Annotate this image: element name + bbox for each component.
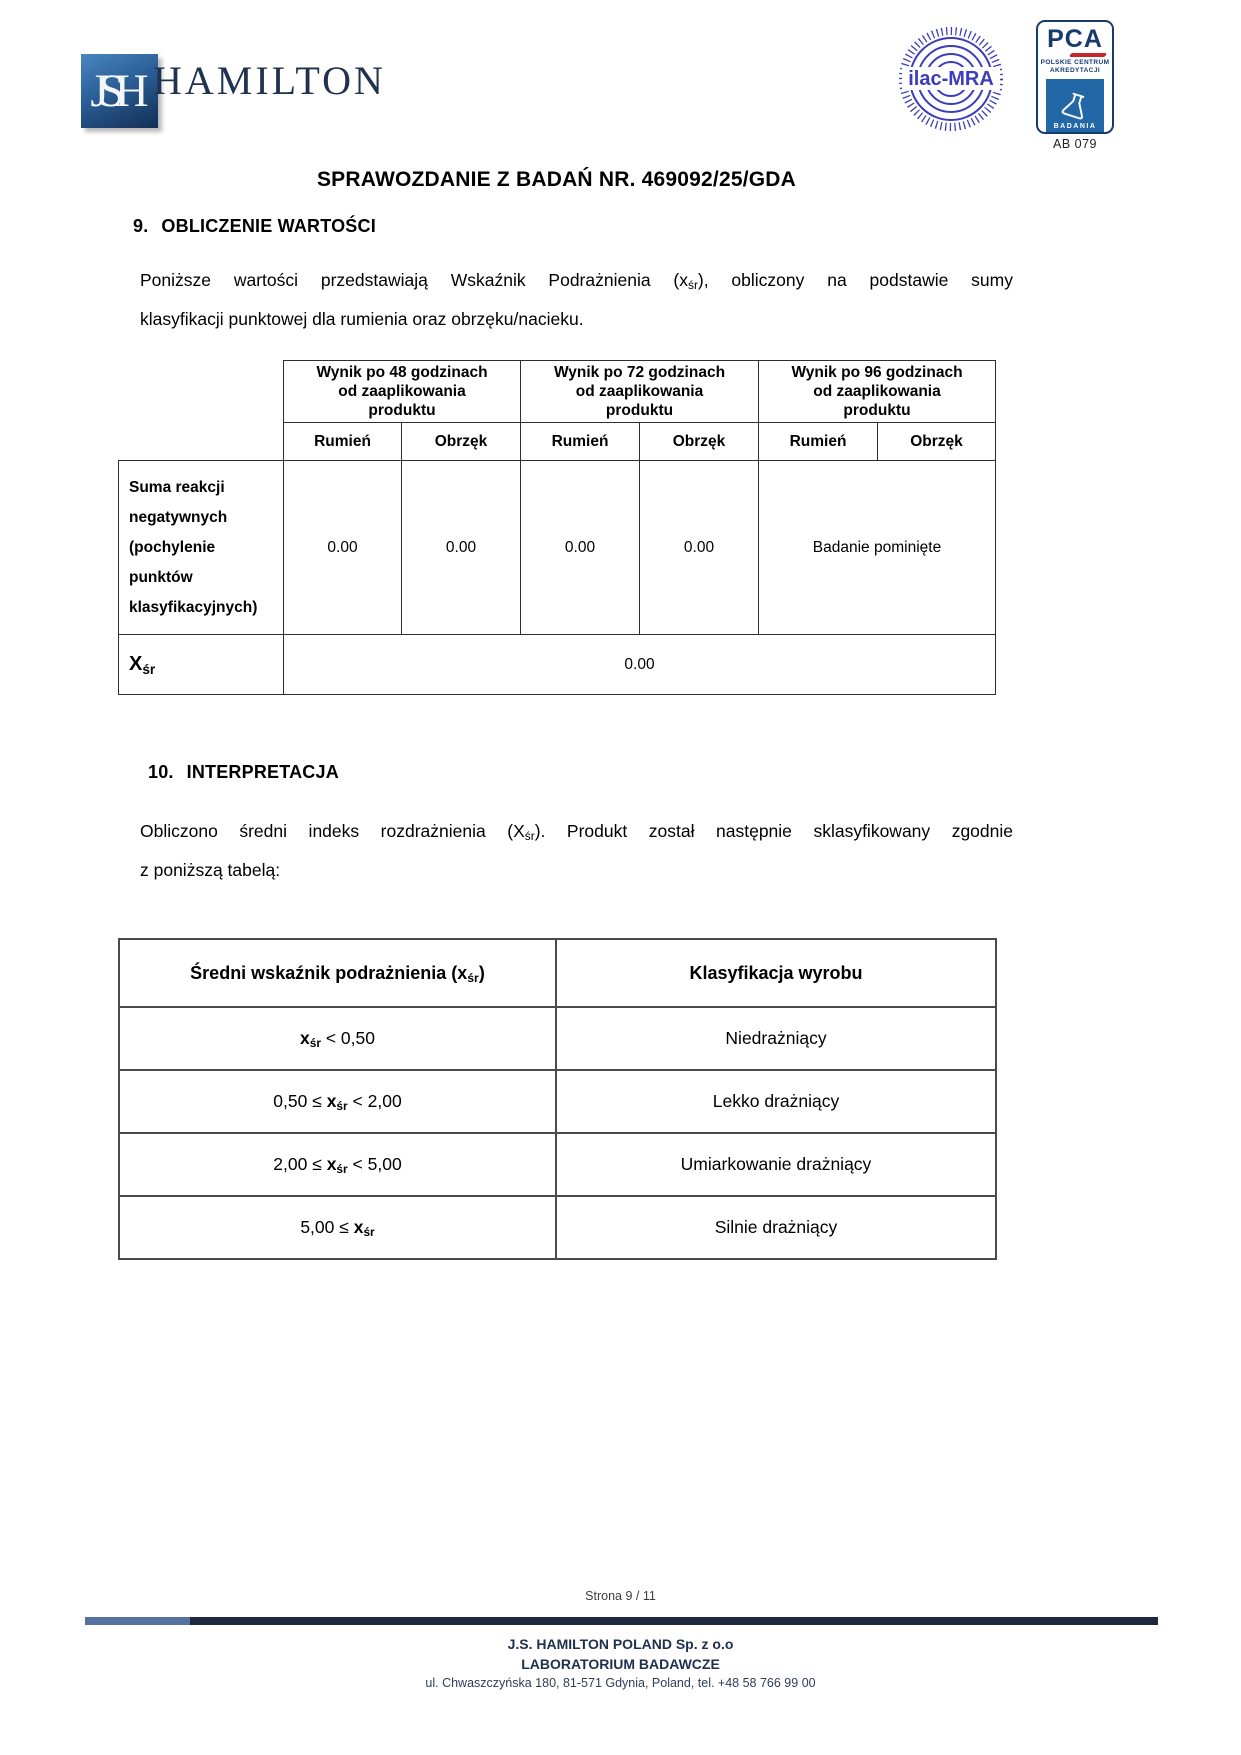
- subheader-rumien: Rumień: [521, 423, 640, 461]
- classification-table: [118, 938, 997, 1260]
- section10-paragraph: [140, 812, 1013, 890]
- mean-row-label: $X_{śr}$: [119, 635, 284, 695]
- classification-header-index: Średni wskaźnik podrażnienia $(x_{śr})$: [119, 939, 556, 1007]
- pca-badge-label: BADANIA: [1053, 123, 1097, 131]
- condition-cell: $2,00 \le x_{śr} < 5,00$: [119, 1133, 556, 1196]
- report-title: SPRAWOZDANIE Z BADAŃ NR. 469092/25/GDA: [316, 168, 797, 191]
- section9-number: 9.: [133, 216, 149, 236]
- mean-value: 0.00: [284, 635, 996, 695]
- section10-paragraph-line1: [140, 812, 1013, 851]
- subscript: śr: [688, 278, 698, 293]
- subheader-obrzek: Obrzęk: [878, 423, 996, 461]
- classification-cell: Umiarkowanie drażniący: [556, 1133, 996, 1196]
- condition-cell: $x_{śr} < 0,50$: [119, 1007, 556, 1070]
- sum-value-72h-obrzek: 0.00: [640, 461, 759, 635]
- subheader-obrzek: Obrzęk: [402, 423, 521, 461]
- page-number: Strona 9 / 11: [585, 1589, 656, 1603]
- sum-value-72h-rumien: 0.00: [521, 461, 640, 635]
- sum-value-48h-obrzek: 0.00: [402, 461, 521, 635]
- footer-divider-bar: [85, 1617, 1158, 1625]
- jsh-logo: [81, 54, 158, 128]
- table-row: [119, 1070, 996, 1133]
- group-header-96h: Wynik po 96 godzinach od zaaplikowania produktu: [759, 361, 996, 423]
- table-blank-corner: [119, 361, 284, 461]
- group-header-72h: Wynik po 72 godzinach od zaaplikowania produktu: [521, 361, 759, 423]
- pca-org-line1: POLSKIE CENTRUM: [1040, 59, 1110, 66]
- section10-heading: [148, 762, 339, 783]
- table-row: [119, 1133, 996, 1196]
- subheader-rumien: Rumień: [284, 423, 402, 461]
- paragraph-text: Poniższe wartości przedstawiają Wskaźnik Podrażnienia (x: [140, 270, 688, 290]
- table-row: [119, 1007, 996, 1070]
- subheader-obrzek: Obrzęk: [640, 423, 759, 461]
- condition-cell: $0,50 \le x_{śr} < 2,00$: [119, 1070, 556, 1133]
- brand-wordmark: HAMILTON: [153, 58, 386, 103]
- section9-paragraph: [140, 261, 1013, 339]
- group-header-48h: Wynik po 48 godzinach od zaaplikowania produktu: [284, 361, 521, 423]
- results-table: [118, 360, 996, 695]
- section10-number: 10.: [148, 762, 174, 782]
- section9-heading: [133, 216, 376, 237]
- pca-acronym: PCA: [1047, 25, 1103, 53]
- pca-org-line2: AKREDYTACJI: [1049, 67, 1101, 75]
- classification-cell: Niedrażniący: [556, 1007, 996, 1070]
- subheader-rumien: Rumień: [759, 423, 878, 461]
- sum-row-label: Suma reakcji negatywnych (pochylenie punktów klasyfikacyjnych): [119, 461, 284, 635]
- subscript: śr: [524, 829, 535, 844]
- condition-cell: $5,00 \le x_{śr}$: [119, 1196, 556, 1259]
- paragraph-text: ), obliczony na podstawie sumy: [697, 270, 1013, 290]
- sum-value-96h-skipped: Badanie pominięte: [759, 461, 996, 635]
- ilac-mra-label: ilac-MRA: [908, 68, 994, 90]
- pca-box: [1036, 20, 1114, 134]
- ilac-mra-seal-icon: [895, 26, 1007, 134]
- paragraph-text: ). Produkt został następnie sklasyfikowany zgodnie: [534, 821, 1013, 841]
- classification-header-product: Klasyfikacja wyrobu: [556, 939, 996, 1007]
- section9-paragraph-line2: klasyfikacji punktowej dla rumienia oraz obrzęku/nacieku.: [140, 309, 584, 329]
- pca-badge: [1046, 79, 1104, 134]
- flask-icon: [1058, 90, 1092, 122]
- classification-cell: Silnie drażniący: [556, 1196, 996, 1259]
- pca-accreditation-number: AB 079: [1052, 137, 1097, 151]
- pca-red-swoosh: [1069, 53, 1107, 57]
- pca-logo: [1036, 20, 1114, 151]
- section10-paragraph-line2: z poniższą tabelą:: [140, 860, 281, 880]
- footer-address: ul. Chwaszczyńska 180, 81-571 Gdynia, Poland, tel. +48 58 766 99 00: [425, 1676, 816, 1690]
- paragraph-text: Obliczono średni indeks rozdrażnienia (X: [140, 821, 525, 841]
- sum-value-48h-rumien: 0.00: [284, 461, 402, 635]
- table-row: [119, 1196, 996, 1259]
- jsh-monogram: JSH: [90, 64, 139, 117]
- classification-cell: Lekko drażniący: [556, 1070, 996, 1133]
- footer-company: J.S. HAMILTON POLAND Sp. z o.o: [507, 1636, 734, 1652]
- section10-title: INTERPRETACJA: [186, 762, 339, 782]
- footer-lab: LABORATORIUM BADAWCZE: [521, 1656, 720, 1672]
- section9-title: OBLICZENIE WARTOŚCI: [161, 216, 376, 236]
- section9-paragraph-line1: [140, 261, 1013, 300]
